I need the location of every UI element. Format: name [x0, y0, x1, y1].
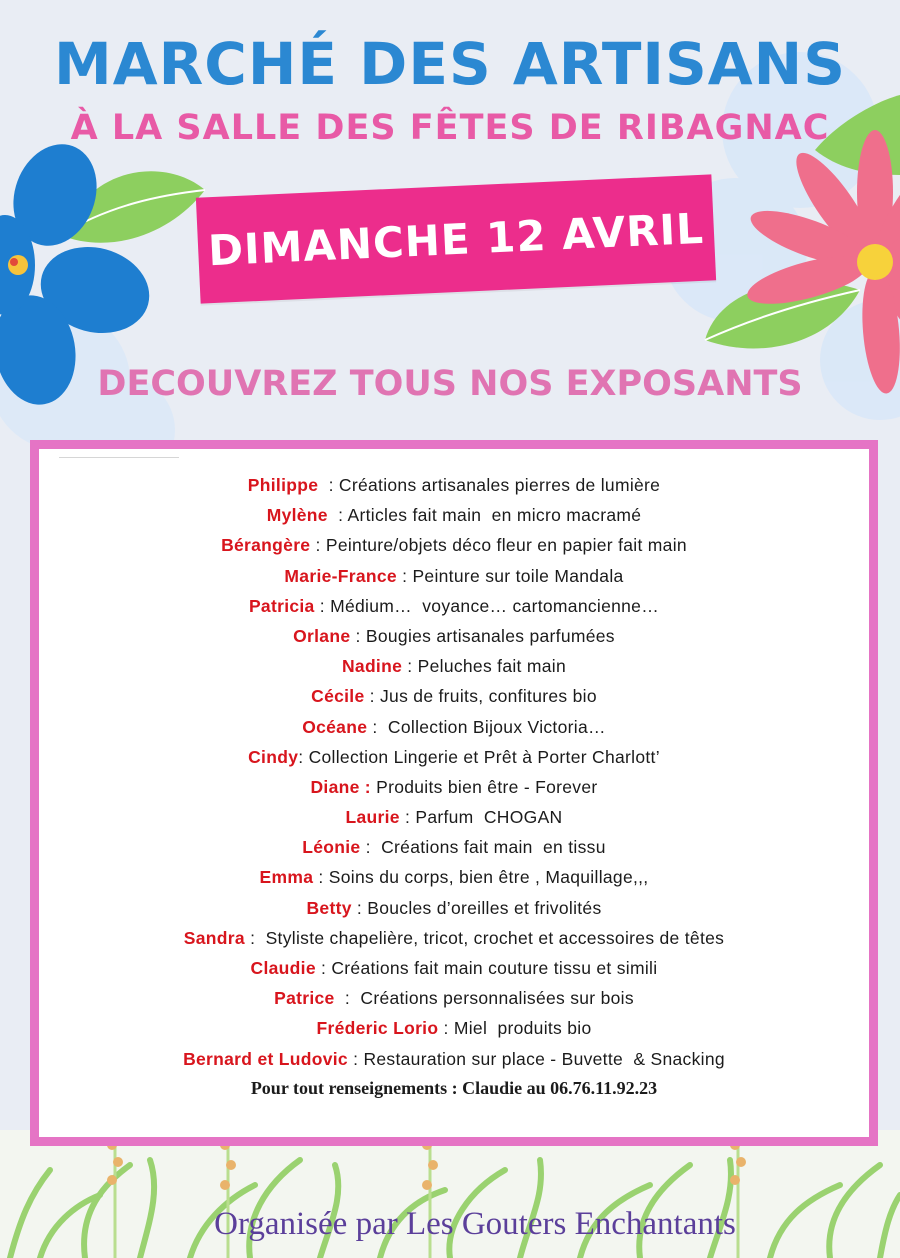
exhibitor-separator: : [313, 867, 329, 888]
exhibitor-description: Parfum CHOGAN [415, 807, 563, 828]
exhibitor-separator: : [402, 656, 418, 677]
divider [59, 457, 179, 458]
exhibitor-description: Créations artisanales pierres de lumière [338, 475, 661, 495]
exhibitor-name: Orlane [293, 625, 351, 646]
exhibitor-row [39, 923, 869, 953]
exhibitor-description: Collection Bijoux Victoria… [387, 716, 606, 737]
exhibitor-row [39, 772, 869, 802]
exhibitor-separator: : [318, 475, 339, 495]
exhibitor-separator: : [360, 837, 382, 858]
exhibitor-name: Patricia [248, 595, 315, 616]
event-venue: À LA SALLE DES FÊTES DE RIBAGNAC [70, 108, 830, 148]
exhibitors-list [39, 470, 869, 1074]
exhibitor-description: Peluches fait main [417, 656, 567, 677]
exhibitor-row [39, 681, 869, 711]
exhibitor-name: Bernard et Ludovic [183, 1048, 348, 1069]
exhibitor-name: Fréderic Lorio [316, 1018, 439, 1039]
exhibitor-name: Emma [259, 867, 314, 888]
exhibitor-name: Mylène [266, 505, 328, 526]
exhibitor-description: Collection Lingerie et Prêt à Porter Charlott’ [308, 746, 660, 767]
exhibitor-description: Jus de fruits, confitures bio [380, 686, 597, 707]
exhibitor-separator: : [364, 686, 380, 707]
contact-info: Pour tout renseignements : Claudie au 06.76.11.92.23 [250, 1078, 658, 1098]
exhibitor-separator: : [438, 1018, 454, 1039]
exhibitor-row [39, 802, 869, 832]
exhibitor-separator: : [347, 1048, 364, 1069]
event-date: DIMANCHE 12 AVRIL [207, 203, 705, 275]
exhibitor-name: Bérangère [221, 535, 311, 556]
exhibitor-name: Claudie [250, 958, 316, 978]
exhibitor-name: Laurie [345, 807, 400, 828]
exhibitor-description: Boucles d’oreilles et frivolités [367, 897, 602, 918]
exhibitor-separator: : [350, 625, 366, 646]
exhibitor-separator: : [367, 716, 388, 737]
exhibitor-row [39, 470, 869, 500]
exhibitor-separator: : [334, 988, 361, 1009]
exhibitor-separator: : [315, 958, 332, 978]
exhibitor-row [39, 1044, 869, 1074]
exhibitor-description: Créations personnalisées sur bois [360, 988, 634, 1009]
exhibitor-separator: : [314, 595, 331, 616]
exhibitor-description: Miel produits bio [453, 1018, 592, 1039]
exhibitor-name: Léonie [302, 837, 361, 858]
exhibitor-row [39, 983, 869, 1013]
exhibitor-name: Patrice [274, 988, 335, 1009]
exhibitor-separator: : [396, 565, 413, 586]
exhibitor-row [39, 712, 869, 742]
exhibitor-description: Peinture/objets déco fleur en papier fait main [325, 535, 687, 556]
exhibitor-description: Peinture sur toile Mandala [412, 565, 624, 586]
exhibitor-name: Sandra [183, 927, 245, 948]
exhibitors-heading: DECOUVREZ TOUS NOS EXPOSANTS [97, 364, 803, 404]
exhibitor-description: Styliste chapelière, tricot, crochet et accessoires de têtes [265, 927, 725, 948]
exhibitor-separator: : [351, 897, 368, 918]
exhibitor-description: Soins du corps, bien être , Maquillage,,, [328, 867, 649, 888]
exhibitor-row [39, 832, 869, 862]
exhibitor-separator: : [310, 535, 326, 556]
exhibitor-description: Créations fait main en tissu [381, 837, 606, 858]
exhibitor-row [39, 862, 869, 892]
exhibitor-name: Cécile [311, 686, 365, 707]
exhibitor-separator: : [298, 746, 309, 767]
exhibitor-name: Cindy [248, 746, 299, 767]
exhibitor-row [39, 1013, 869, 1043]
exhibitor-row [39, 742, 869, 772]
exhibitor-name: Marie-France [284, 565, 397, 586]
exhibitor-row [39, 893, 869, 923]
exhibitor-name: Diane : [310, 776, 371, 797]
organizer-footer: Organisée par Les Gouters Enchantants [214, 1206, 736, 1242]
exhibitor-separator: : [399, 807, 416, 828]
exhibitor-row [39, 530, 869, 560]
exhibitor-name: Betty [306, 897, 352, 918]
exhibitor-separator: : [327, 505, 348, 526]
exhibitor-row [39, 953, 869, 983]
exhibitor-name: Philippe [247, 475, 319, 495]
event-title: MARCHÉ DES ARTISANS [54, 30, 846, 98]
exhibitor-row [39, 591, 869, 621]
exhibitor-description: Créations fait main couture tissu et simili [331, 958, 658, 978]
exhibitors-panel [30, 440, 878, 1146]
exhibitor-separator: : [244, 927, 266, 948]
exhibitor-description: Médium… voyance… cartomancienne… [330, 595, 660, 616]
exhibitor-name: Nadine [341, 656, 403, 677]
exhibitor-row [39, 500, 869, 530]
exhibitor-name: Océane [302, 716, 368, 737]
exhibitor-description: Produits bien être - Forever [376, 776, 598, 797]
exhibitor-row [39, 561, 869, 591]
exhibitor-row [39, 621, 869, 651]
exhibitor-row [39, 651, 869, 681]
exhibitor-description: Articles fait main en micro macramé [347, 505, 642, 526]
exhibitor-description: Bougies artisanales parfumées [365, 625, 615, 646]
exhibitor-description: Restauration sur place - Buvette & Snacking [363, 1048, 725, 1069]
